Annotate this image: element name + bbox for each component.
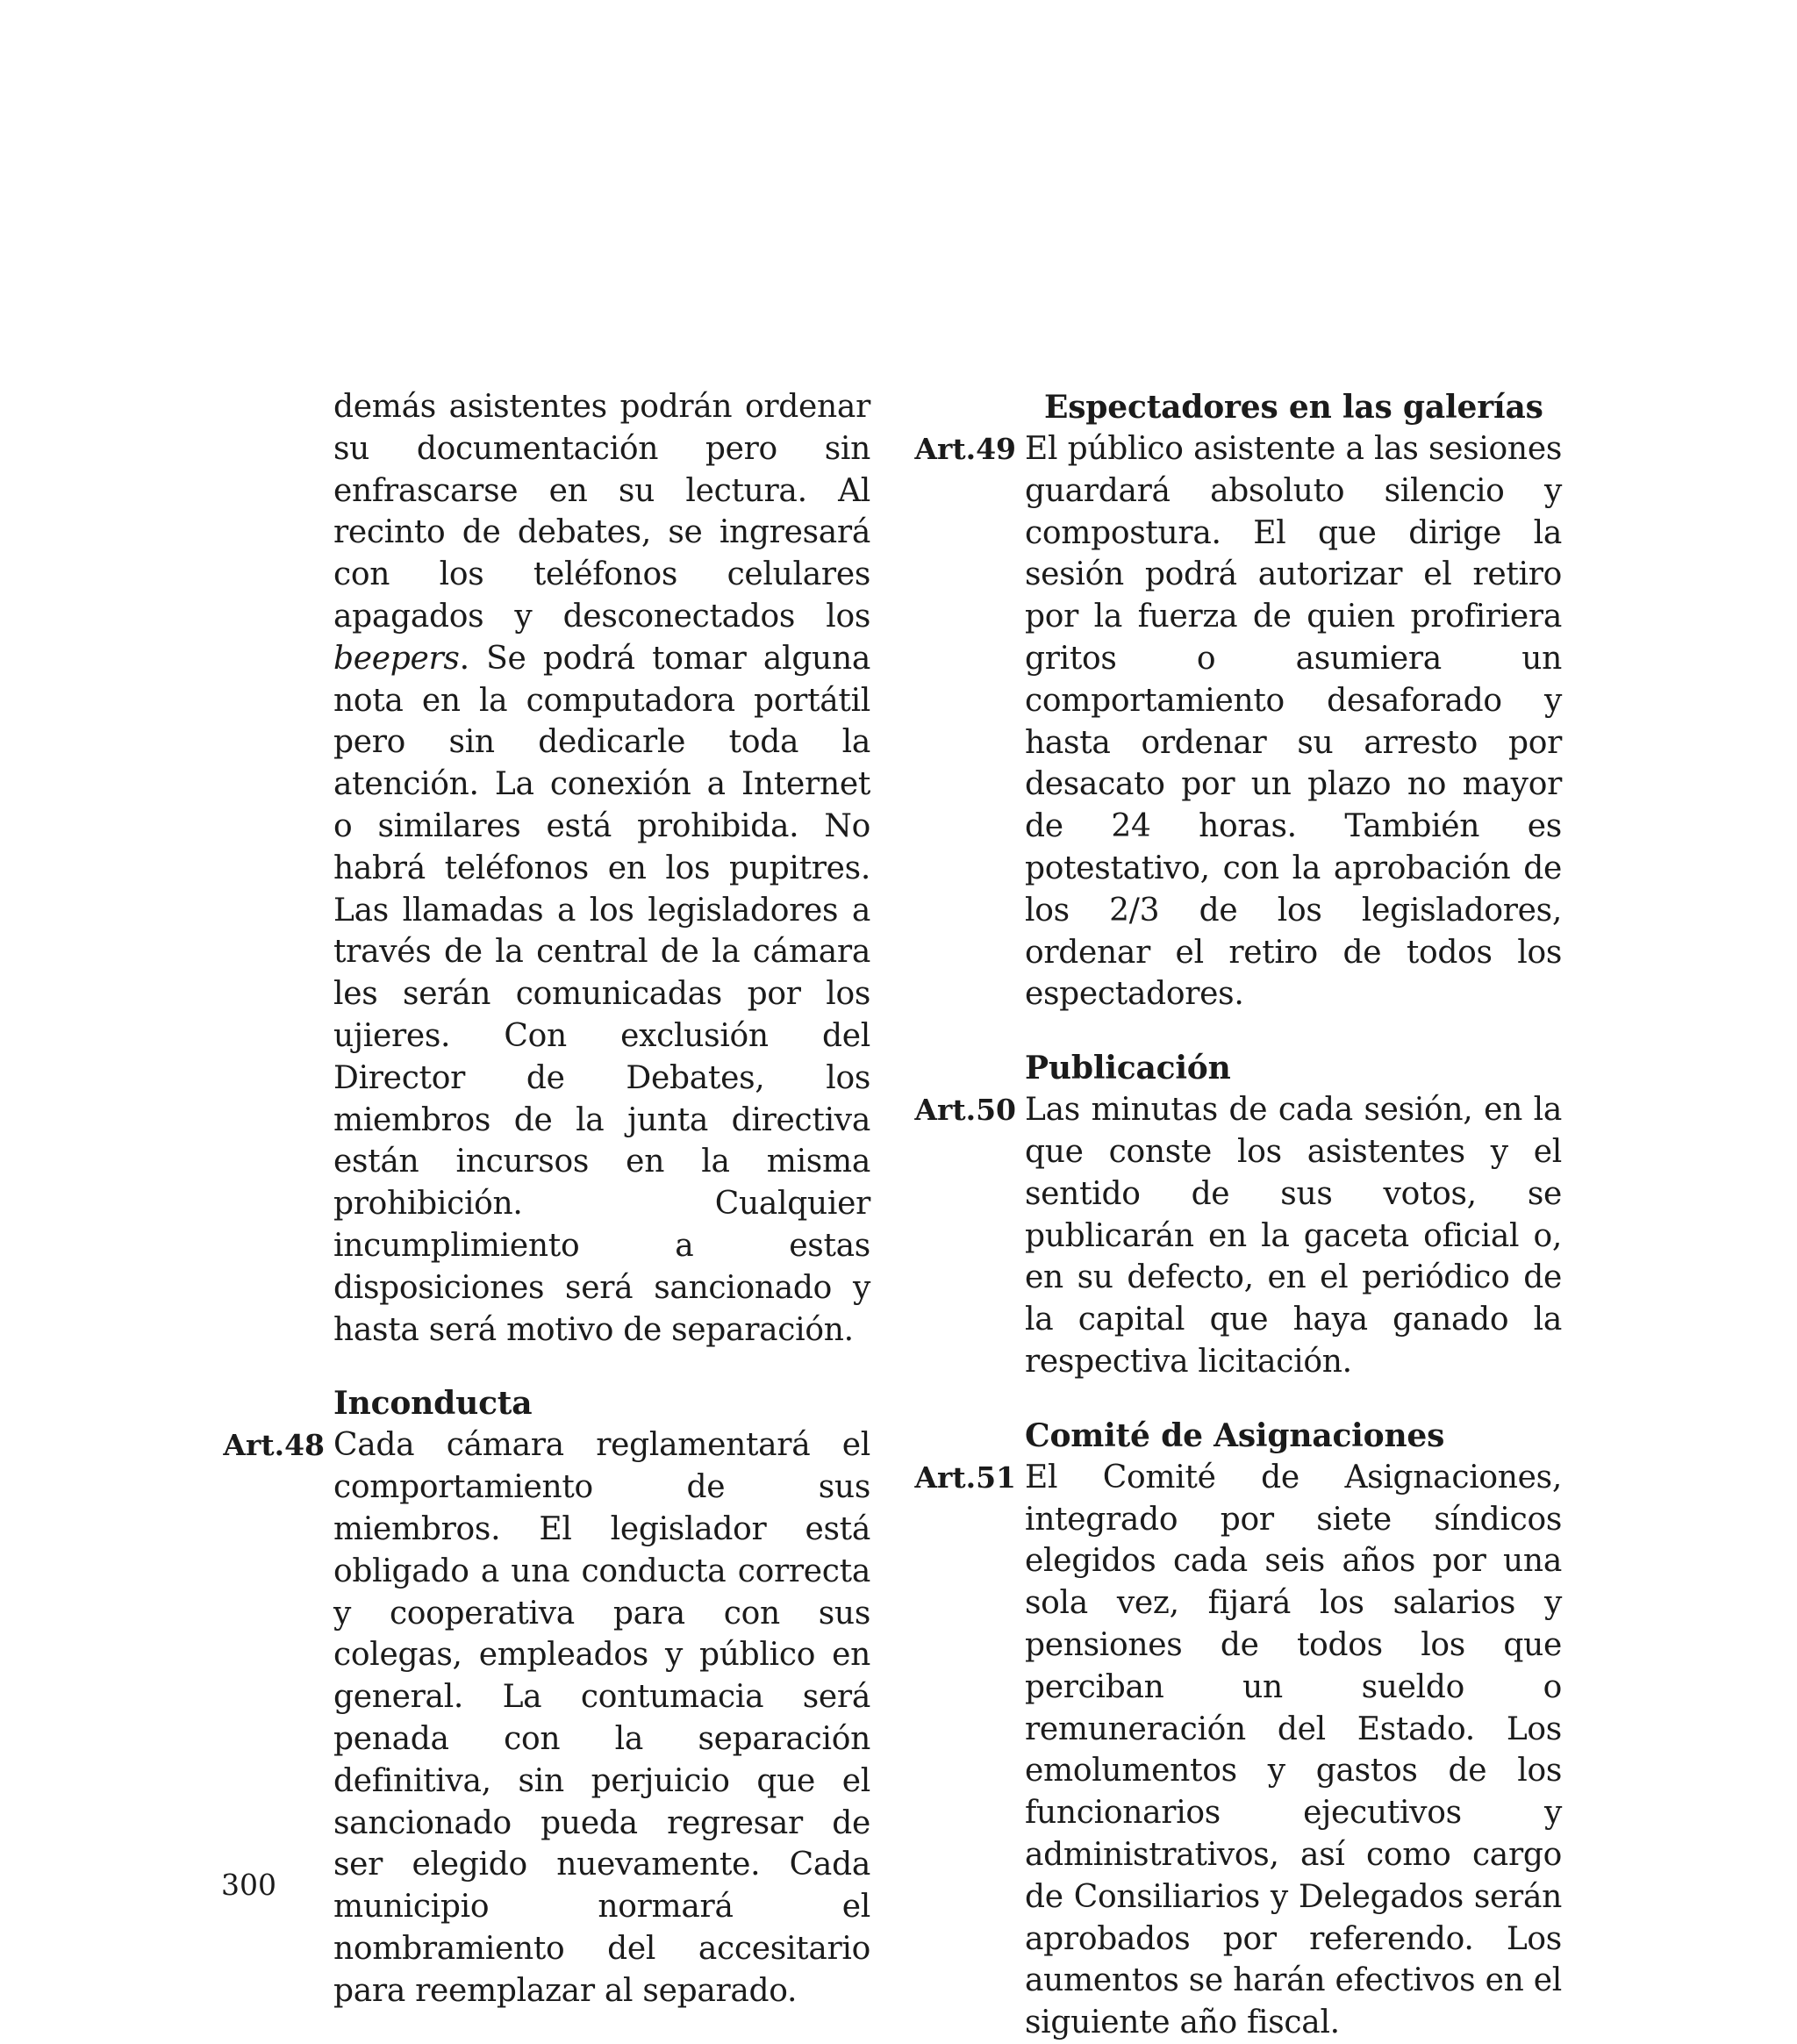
- article-label: Art.49: [914, 432, 1016, 466]
- article-49: [914, 428, 1562, 1015]
- article-label: Art.51: [914, 1459, 1016, 1495]
- article-51: [914, 1457, 1562, 2044]
- article-text: Cada cámara reglamentará el comportamiento de sus miembros. El legislador está obligado a una conducta correcta y cooperativa para con sus colegas, empleados y público en general. La contumacia será penada con la separación definitiva, sin perjuicio que el sancionado pueda regresar de ser elegido nuevamente. Cada municipio normará el nombramiento del accesitario para reemplazar al separado.: [333, 1427, 870, 2009]
- article-text: El Comité de Asignaciones, integrado por siete síndicos elegidos cada seis años por una sola vez, fijará los salarios y pensiones de todos los que perciban un sueldo o remuneración del Estado. Los emolumentos y gastos de los funcionarios ejecutivos y administrativos, así como cargo de Consiliarios y Delegados serán aprobados por referendo. Los aumentos se harán efectivos en el siguiente año fiscal.: [1025, 1459, 1562, 2041]
- right-column: [914, 386, 1562, 2044]
- article-text: Las minutas de cada sesión, en la que conste los asistentes y el sentido de sus votos, se publicarán en la gaceta oficial o, en su defecto, en el periódico de la capital que haya ganado la respectiva licitación.: [1025, 1092, 1562, 1380]
- continuation-paragraph: [333, 386, 870, 1351]
- continuation-italic-term: beepers: [333, 640, 460, 677]
- section-heading-publicacion: Publicación: [1025, 1050, 1231, 1087]
- section-heading-espectadores: Espectadores en las galerías: [1044, 389, 1543, 426]
- continuation-text-after: . Se podrá tomar alguna nota en la computadora portátil pero sin dedicarle toda la atención. La conexión a Internet o similares está prohibida. No habrá teléfonos en los pupitres. Las llamadas a los legisladores a través de la central de la cámara les serán comunicadas por los ujieres. Con exclusión del Director de Debates, los miembros de la junta directiva están incursos en la misma prohibición. Cualquier incumplimiento a estas disposiciones será sancionado y hasta será motivo de separación.: [333, 640, 870, 1348]
- article-label: Art.50: [914, 1093, 1016, 1128]
- article-text: El público asistente a las sesiones guardará absoluto silencio y compostura. El que dirige la sesión podrá autorizar el retiro por la fuerza de quien profiriera gritos o asumiera un comportamiento desaforado y hasta ordenar su arresto por desacato por un plazo no mayor de 24 horas. También es potestativo, con la aprobación de los 2/3 de los legisladores, ordenar el retiro de todos los espectadores.: [1025, 431, 1562, 1013]
- section-heading-inconducta: Inconducta: [333, 1385, 533, 1423]
- article-50: [914, 1089, 1562, 1383]
- article-label: Art.48: [223, 1428, 325, 1463]
- section-heading-comite: Comité de Asignaciones: [1025, 1416, 1445, 1454]
- continuation-text-before: demás asistentes podrán ordenar su documentación pero sin enfrascarse en su lectura. Al recinto de debates, se ingresará con los teléfonos celulares apagados y desconectados los: [333, 389, 870, 635]
- page-number: 300: [221, 1868, 276, 1902]
